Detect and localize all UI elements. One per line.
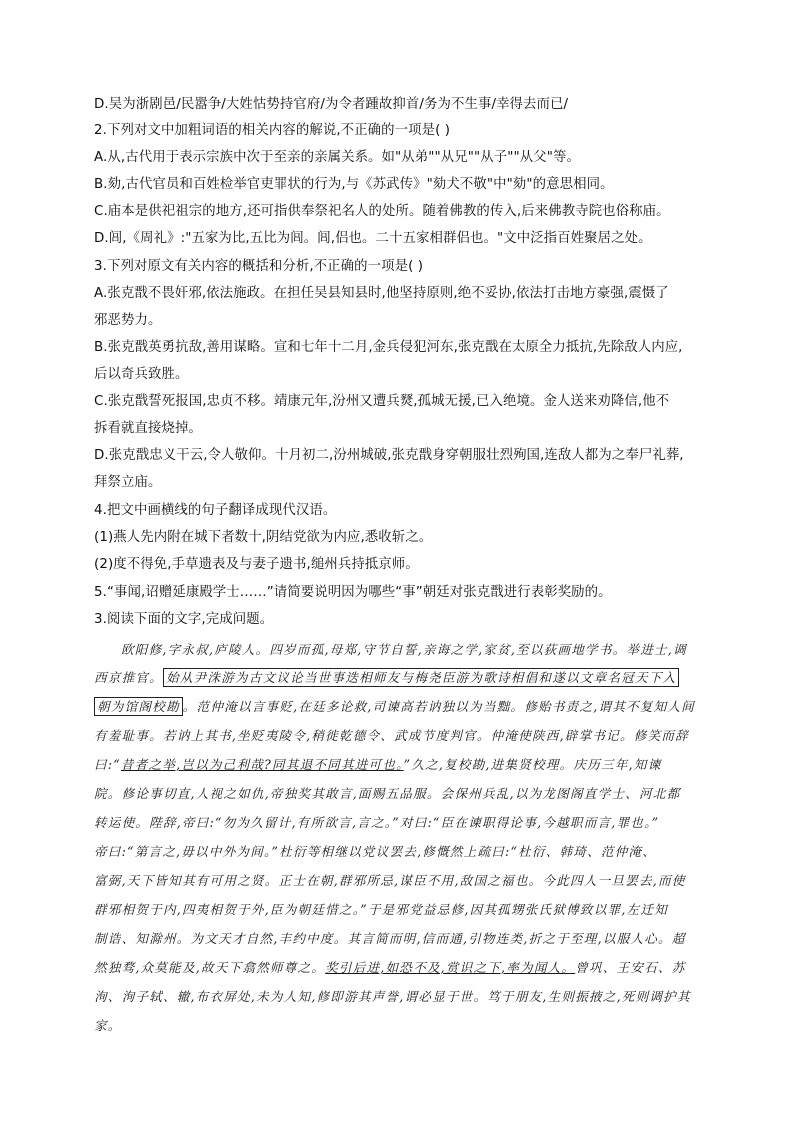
passage-line-12 — [94, 959, 704, 977]
q3-option-c-line1: C.张克戬誓死报国,忠贞不移。靖康元年,汾州又遭兵燹,孤城无援,已入绝境。金人送来劝降信,他不 — [94, 394, 670, 409]
passage-line-12-end: 曾巩、王安石、苏 — [575, 960, 686, 975]
q3-option-a-line2: 邪恶势力。 — [94, 313, 162, 328]
underlined-sentence-2: 奖引后进,如恐不及,赏识之下,率为闻人。 — [325, 960, 576, 975]
boxed-sentence-part-2: 朝为馆阁校勘 — [94, 697, 183, 716]
passage-line-6: 院。修论事切直,人视之如仇,帝独奖其敢言,面赐五品服。会保州兵乱,以为龙图阁直学士、河北都 — [94, 786, 681, 801]
passage-line-5-start: 曰:“ — [94, 757, 121, 772]
q1-option-d: D.吴为浙剧邑/民嚣争/大姓怙势持官府/为令者踵故抑首/务为不生事/幸得去而已/ — [94, 97, 569, 112]
section-3-heading: 3.阅读下面的文字,完成问题。 — [94, 612, 274, 627]
boxed-sentence-part-1: 始从尹洙游为古文议论当世事迭相师友与梅尧臣游为歌诗相倡和遂以文章名冠天下入 — [163, 668, 679, 687]
q3-option-d-line2: 拜祭立庙。 — [94, 475, 162, 490]
passage-line-8: 帝曰:“第言之,毋以中外为间。”杜衍等相继以党议罢去,修慨然上疏曰:“杜衍、韩琦、范仲淹、 — [94, 844, 657, 859]
q2-option-a: A.从,古代用于表示宗族中次于至亲的亲属关系。如"从弟""从兄""从子""从父"等。 — [94, 150, 581, 165]
q3-option-d-line1: D.张克戬忠义干云,令人敬仰。十月初二,汾州城破,张克戬身穿朝服壮烈殉国,连敌人都为之奉尸礼葬, — [94, 448, 684, 463]
passage-line-11: 制诰、知滁州。为文天才自然,丰约中度。其言简而明,信而通,引物连类,折之于至理,以服人心。超 — [94, 931, 686, 946]
q2-option-c: C.庙本是供祀祖宗的地方,还可指供奉祭祀名人的处所。随着佛教的传入,后来佛教寺院也俗称庙。 — [94, 204, 670, 219]
q4-sentence-1: (1)燕人先内附在城下者数十,阴结党欲为内应,悉收斩之。 — [94, 530, 433, 545]
passage-line-2 — [94, 669, 704, 687]
passage-line-12-start: 然独骛,众莫能及,故天下翕然师尊之。 — [94, 960, 326, 975]
q4-stem: 4.把文中画横线的句子翻译成现代汉语。 — [94, 503, 337, 518]
q3-option-a-line1: A.张克戬不畏奸邪,依法施政。在担任吴县知县时,他坚持原则,绝不妥协,依法打击地方豪强,震慑了 — [94, 286, 669, 301]
underlined-sentence-1: 昔者之举,岂以为己利哉?同其退不同其进可也。 — [120, 757, 404, 772]
passage-line-7: 转运使。陛辞,帝曰:“勿为久留计,有所欲言,言之。”对曰:“臣在谏职得论事,今越职而言,罪也。” — [94, 815, 660, 830]
q2-stem: 2.下列对文中加粗词语的相关内容的解说,不正确的一项是( ) — [94, 123, 451, 138]
q3-option-b-line1: B.张克戬英勇抗敌,善用谋略。宣和七年十二月,金兵侵犯河东,张克戬在太原全力抵抗,先除敌人内应, — [94, 340, 683, 355]
passage-line-2-start: 西京推官。 — [94, 670, 163, 685]
q5-stem: 5.“事闻,诏赠延康殿学士……”请简要说明因为哪些“事”朝廷对张克戬进行表彰奖励的。 — [94, 585, 612, 600]
passage-line-3-rest: 。范仲淹以言事贬,在廷多论救,司谏高若讷独以为当黜。修贻书责之,谓其不复知人间 — [182, 699, 695, 714]
passage-line-5 — [94, 756, 704, 774]
q2-option-d: D.闾,《周礼》:"五家为比,五比为闾。闾,侣也。二十五家相群侣也。"文中泛指百姓聚居之处。 — [94, 231, 652, 246]
q2-option-b: B.劾,古代官员和百姓检举官吏罪状的行为,与《苏武传》"劾犬不敬"中"劾"的意思相同。 — [94, 177, 614, 192]
q3-stem: 3.下列对原文有关内容的概括和分析,不正确的一项是( ) — [94, 259, 424, 274]
q3-option-c-line2: 拆看就直接烧掉。 — [94, 421, 202, 436]
q4-sentence-2: (2)度不得免,手草遗表及与妻子遗书,缒州兵持抵京师。 — [94, 557, 419, 572]
passage-line-13: 洵、洵子轼、辙,布衣屏处,未为人知,修即游其声誉,谓必显于世。笃于朋友,生则振掖之,死则调护其 — [94, 989, 691, 1004]
passage-line-10: 群邪相贺于内,四夷相贺于外,臣为朝廷惜之。”于是邪党益忌修,因其孤甥张氏狱傅致以罪,左迁知 — [94, 902, 668, 917]
passage-line-1: 欧阳修,字永叔,庐陵人。四岁而孤,母郑,守节自誓,亲诲之学,家贫,至以荻画地学书。举进士,调 — [121, 642, 687, 657]
passage-line-5-end: ”久之,复校勘,进集贤校理。庆历三年,知谏 — [403, 757, 662, 772]
passage-line-4: 有羞耻事。若讷上其书,坐贬夷陵令,稍徙乾德令、武成节度判官。仲淹使陕西,辟掌书记。修笑而辞 — [94, 728, 689, 743]
passage-line-9: 富弼,天下皆知其有可用之贤。正士在朝,群邪所忌,谋臣不用,敌国之福也。今此四人一旦罢去,而使 — [94, 873, 686, 888]
q3-option-b-line2: 后以奇兵致胜。 — [94, 367, 189, 382]
passage-line-14: 家。 — [94, 1018, 122, 1033]
passage-line-3 — [94, 698, 704, 716]
